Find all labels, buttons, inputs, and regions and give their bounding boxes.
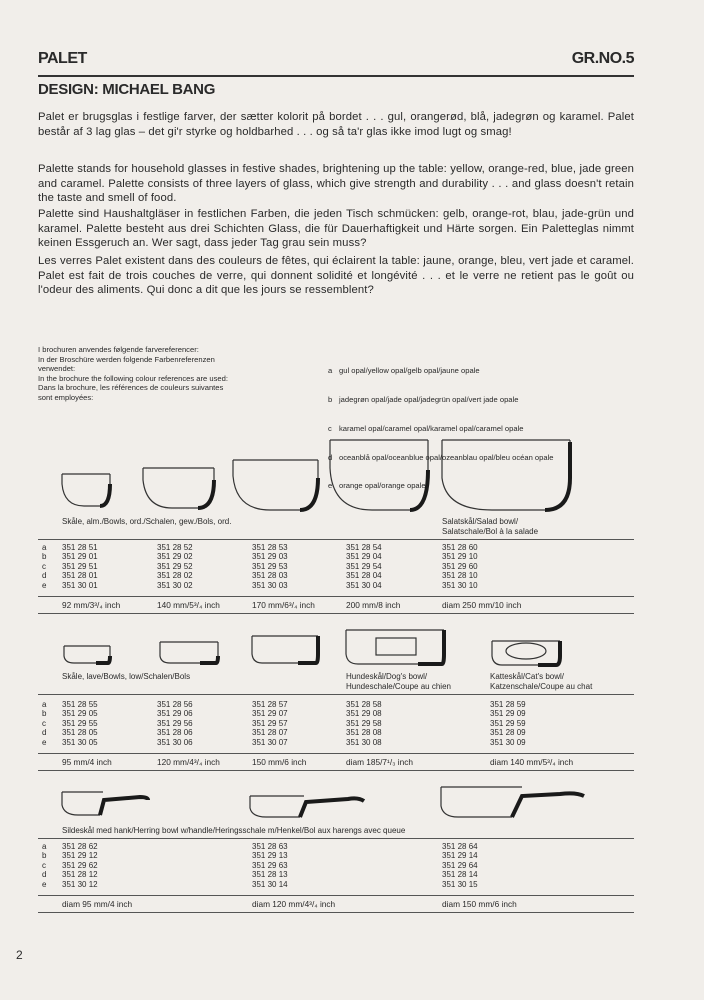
colour-legend [328,347,554,510]
dog-bowl-drawing [346,630,444,664]
herring-bowl-caption: Sildeskål med hank/Herring bowl w/handle/Heringsschale m/Henkel/Bol aux harengs avec queue [62,826,406,835]
colour-letters: a b c d e [42,543,47,590]
section-rule [38,596,634,597]
article-codes: 351 28 52 351 29 02 351 29 52 351 28 02 351 30 02 [157,543,193,590]
article-codes: 351 28 64 351 29 14 351 29 64 351 28 14 351 30 15 [442,842,478,889]
bowls-low-caption: Skåle, lave/Bowls, low/Schalen/Bols [62,672,191,681]
legend-item: d oceanblå opal/oceanblue opal/ozeanblau opal/bleu océan opale [328,452,554,462]
herring-bowl-95mm-drawing [62,792,148,815]
paragraph-german: Palette sind Haushaltgläser in festlichen Farben, die jeden Tisch schmücken: gelb, orange-rot, blau, jade-grün und karamel. Palette besteht aus drei Schichten Glass, die für Dauerhaftigkeit und Härte sorgen. Ein Paletteglas nimmt keinen Essgeruch an. Wer sagt, dass jeder Tag grau sein muss? [38,208,634,249]
cat-bowl-caption: Katteskål/Cat's bowl/ Katzenschale/Coupe au chat [490,672,593,691]
legend-item: b jadegrøn opal/jade opal/jadegrün opal/vert jade opale [328,394,519,404]
page-header [38,50,634,72]
article-codes: 351 28 58 351 29 08 351 29 58 351 28 08 351 30 08 [346,700,382,747]
herring-bowl-120mm-drawing [250,796,364,817]
paragraph-english: Palette stands for household glasses in festive shades, brightening up the table: yellow, orange-red, blue, jade green and caramel. Palette consists of three layers of glass, which give strength and durability . . . and glass doesn't retain the taste and smell of food. [38,163,634,204]
salad-bowl-caption: Salatskål/Salad bowl/ Salatschale/Bol à la salade [442,517,539,536]
section-rule [38,694,634,695]
size-label: 120 mm/4³/₄ inch [157,757,220,767]
size-label: 200 mm/8 inch [346,600,401,610]
paragraph-danish: Palet er brugsglas i festlige farver, der sætter kolorit på bordet . . . gul, orangerød, blå, jadegrøn og karamel. Palet består af 3 lag glas – det gi'r styrke og holdbarhed . . . og så ta'r glas ikke imod lugt og smag! [38,111,634,138]
colour-letters: a b c d e [42,700,47,747]
header-rule [38,75,634,77]
size-label: 92 mm/3³/₄ inch [62,600,121,610]
article-codes: 351 28 53 351 29 03 351 29 53 351 28 03 351 30 03 [252,543,288,590]
legend-item: e orange opal/orange opale [328,481,426,491]
bowl-140mm-drawing [143,468,214,508]
page-number: 2 [16,948,23,962]
bowl-170mm-drawing [233,460,318,510]
article-codes: 351 28 56 351 29 06 351 29 56 351 28 06 351 30 06 [157,700,193,747]
size-label: diam 150 mm/6 inch [442,899,517,909]
colour-letters: a b c d e [42,842,47,889]
article-codes: 351 28 55 351 29 05 351 29 55 351 28 05 351 30 05 [62,700,98,747]
low-bowl-120mm-drawing [160,642,218,663]
section-rule [38,539,634,540]
bowls-ordinary-caption: Skåle, alm./Bowls, ord./Schalen, gew./Bols, ord. [62,517,232,526]
article-codes: 351 28 57 351 29 07 351 29 57 351 28 07 351 30 07 [252,700,288,747]
herring-bowl-150mm-drawing [441,787,584,817]
group-number: GR.NO.5 [571,50,634,67]
dog-bowl-caption: Hundeskål/Dog's bowl/ Hundeschale/Coupe au chien [346,672,451,691]
section-rule [38,912,634,913]
size-label: 150 mm/6 inch [252,757,307,767]
article-codes: 351 28 54 351 29 04 351 29 54 351 28 04 351 30 04 [346,543,382,590]
section-rule [38,770,634,771]
section-rule [38,753,634,754]
paragraph-french: Les verres Palet existent dans des couleurs de fêtes, qui éclairent la table: jaune, orange, bleu, vert jade et caramel. Palet est fait de trois couches de verre, qui donnent solidité et longévité . . . et le verre ne retient pas le goût ou l'odeur des aliments. Qui donc a dit que les jours se ressemblent? [38,255,634,296]
section-rule [38,895,634,896]
size-label: diam 95 mm/4 inch [62,899,133,909]
cat-bowl-drawing [492,641,560,665]
colour-reference-intro: I brochuren anvendes følgende farvereferencer: In der Broschüre werden folgende Farbenreferenzen verwendet: In the brochure the following colour references are used: Dans la brochure, les références de couleurs suivantes sont employées: [38,345,228,402]
low-bowl-150mm-drawing [252,636,318,663]
article-codes: 351 28 62 351 29 12 351 29 62 351 28 12 351 30 12 [62,842,98,889]
designer-credit: DESIGN: MICHAEL BANG [38,81,216,98]
section-rule [38,613,634,614]
size-label: diam 185/7¹/₃ inch [346,757,414,767]
size-label: 140 mm/5³/₄ inch [157,600,220,610]
size-label: 95 mm/4 inch [62,757,112,767]
size-label: diam 250 mm/10 inch [442,600,522,610]
section-rule [38,838,634,839]
size-label: diam 140 mm/5³/₄ inch [490,757,574,767]
legend-item: a gul opal/yellow opal/gelb opal/jaune opale [328,366,480,376]
legend-item: c karamel opal/caramel opal/karamel opal/caramel opale [328,423,524,433]
article-codes: 351 28 59 351 29 09 351 29 59 351 28 09 351 30 09 [490,700,526,747]
size-label: diam 120 mm/4³/₄ inch [252,899,336,909]
bowl-92mm-drawing [62,474,110,506]
size-label: 170 mm/6³/₄ inch [252,600,315,610]
article-codes: 351 28 60 351 29 10 351 29 60 351 28 10 351 30 10 [442,543,478,590]
low-bowl-95mm-drawing [64,646,110,663]
article-codes: 351 28 51 351 29 01 351 29 51 351 28 01 351 30 01 [62,543,98,590]
series-title: PALET [38,50,87,67]
article-codes: 351 28 63 351 29 13 351 29 63 351 28 13 351 30 14 [252,842,288,889]
